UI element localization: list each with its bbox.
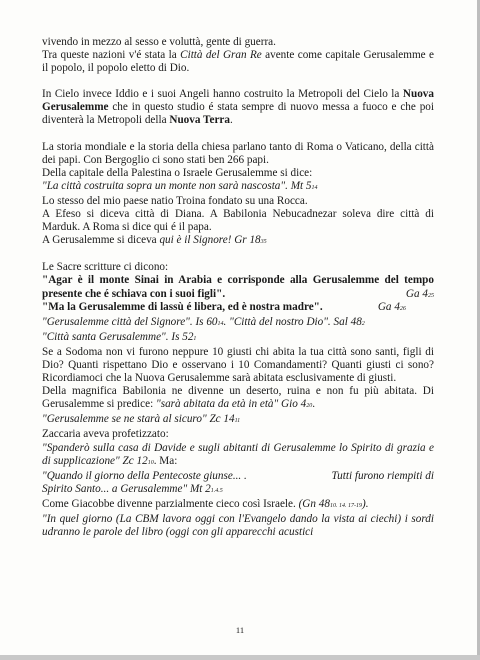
quote: "La città costruita sopra un monte non sarà nascosta". Mt 514 <box>42 179 318 192</box>
paragraph: A Gerusalemme si diceva qui è il Signore! Gr 1835 <box>42 234 267 247</box>
quote: "Gerusalemme se ne starà al sicuro" Zc 1411 <box>42 413 241 426</box>
quote: "Ma la Gerusalemme di lassù é libera, ed è nostra madre". Ga 426 <box>42 300 406 313</box>
scan-edge <box>0 655 480 660</box>
quote: "Gerusalemme città del Signore". Is 6014. "Città del nostro Dio". Sal 482 <box>42 315 365 328</box>
paragraph: Della capitale della Palestina o Israele Gerusalemme si dice: <box>42 166 313 179</box>
paragraph: La storia mondiale e la storia della chiesa parlano tanto di Roma o Vaticano, della città dei papi. Con Bergoglio ci sono stati ben 266 papi. <box>42 140 434 166</box>
paragraph: A Efeso si diceva città di Diana. A Babilonia Nebucadnezar soleva dire città di Marduk. A Roma si dice qui é il papa. <box>42 208 434 234</box>
page-number: 11 <box>235 625 245 635</box>
quote: "Spanderò sulla casa di Davide e sugli abitanti di Gerusalemme lo Spirito di grazia e di supplicazione" Zc 1210. Ma: <box>42 441 434 467</box>
quote: Spirito Santo... a Gerusalemme" Mt 21.4.5 <box>42 482 223 495</box>
paragraph: Zaccaria aveva profetizzato: <box>42 428 169 441</box>
paragraph: Tra queste nazioni v'é stata la Città del Gran Re avente come capitale Gerusalemme e il popolo, il popolo eletto di Dio. <box>42 49 434 75</box>
paragraph: Come Giacobbe divenne parzialmente cieco così Israele. (Gn 4810. 14. 17-19). <box>42 497 369 510</box>
quote: "Quando il giorno della Pentecoste giunse... . Tutti furono riempiti di <box>42 469 434 482</box>
paragraph: Le Sacre scritture ci dicono: <box>42 261 169 274</box>
body-text <box>42 36 434 539</box>
paragraph: Della magnifica Babilonia ne divenne un deserto, ruina e non fu più abitata. Di Gerusalemme si predice: "sarà abitata da età in età" Gio 420. <box>42 385 434 411</box>
paragraph: Se a Sodoma non vi furono neppure 10 giusti chi abita la tua città sono santi, figli di Dio? Quanti rispettano Dio e osservano i 10 Comandamenti? Quanti giusti ci sono? Ricordiamoci che la Nuova Gerusalemme sarà abitata esclusivamente di giusti. <box>42 345 434 385</box>
paragraph: vivendo in mezzo al sesso e voluttà, gente di guerra. <box>42 36 276 48</box>
quote: "Città santa Gerusalemme". Is 521 <box>42 330 197 343</box>
quote: "Agar è il monte Sinai in Arabia e corrisponde alla Gerusalemme del tempo presente che é schiava con i suoi figli". Ga 425 <box>42 274 434 300</box>
quote: "In quel giorno (La CBM lavora oggi con l'Evangelo dando la vista ai ciechi) i sordi udranno le parole del libro (oggi con gli apparecchi acustici <box>42 513 434 539</box>
paragraph: Lo stesso del mio paese natio Troina fondato su una Rocca. <box>42 194 308 207</box>
paragraph: In Cielo invece Iddio e i suoi Angeli hanno costruito la Metropoli del Cielo la Nuova Gerusalemme che in questo studio é stata sempre di nuovo messa a fuoco e che poi diventerà la Metropoli della Nuova Terra. <box>42 88 434 127</box>
